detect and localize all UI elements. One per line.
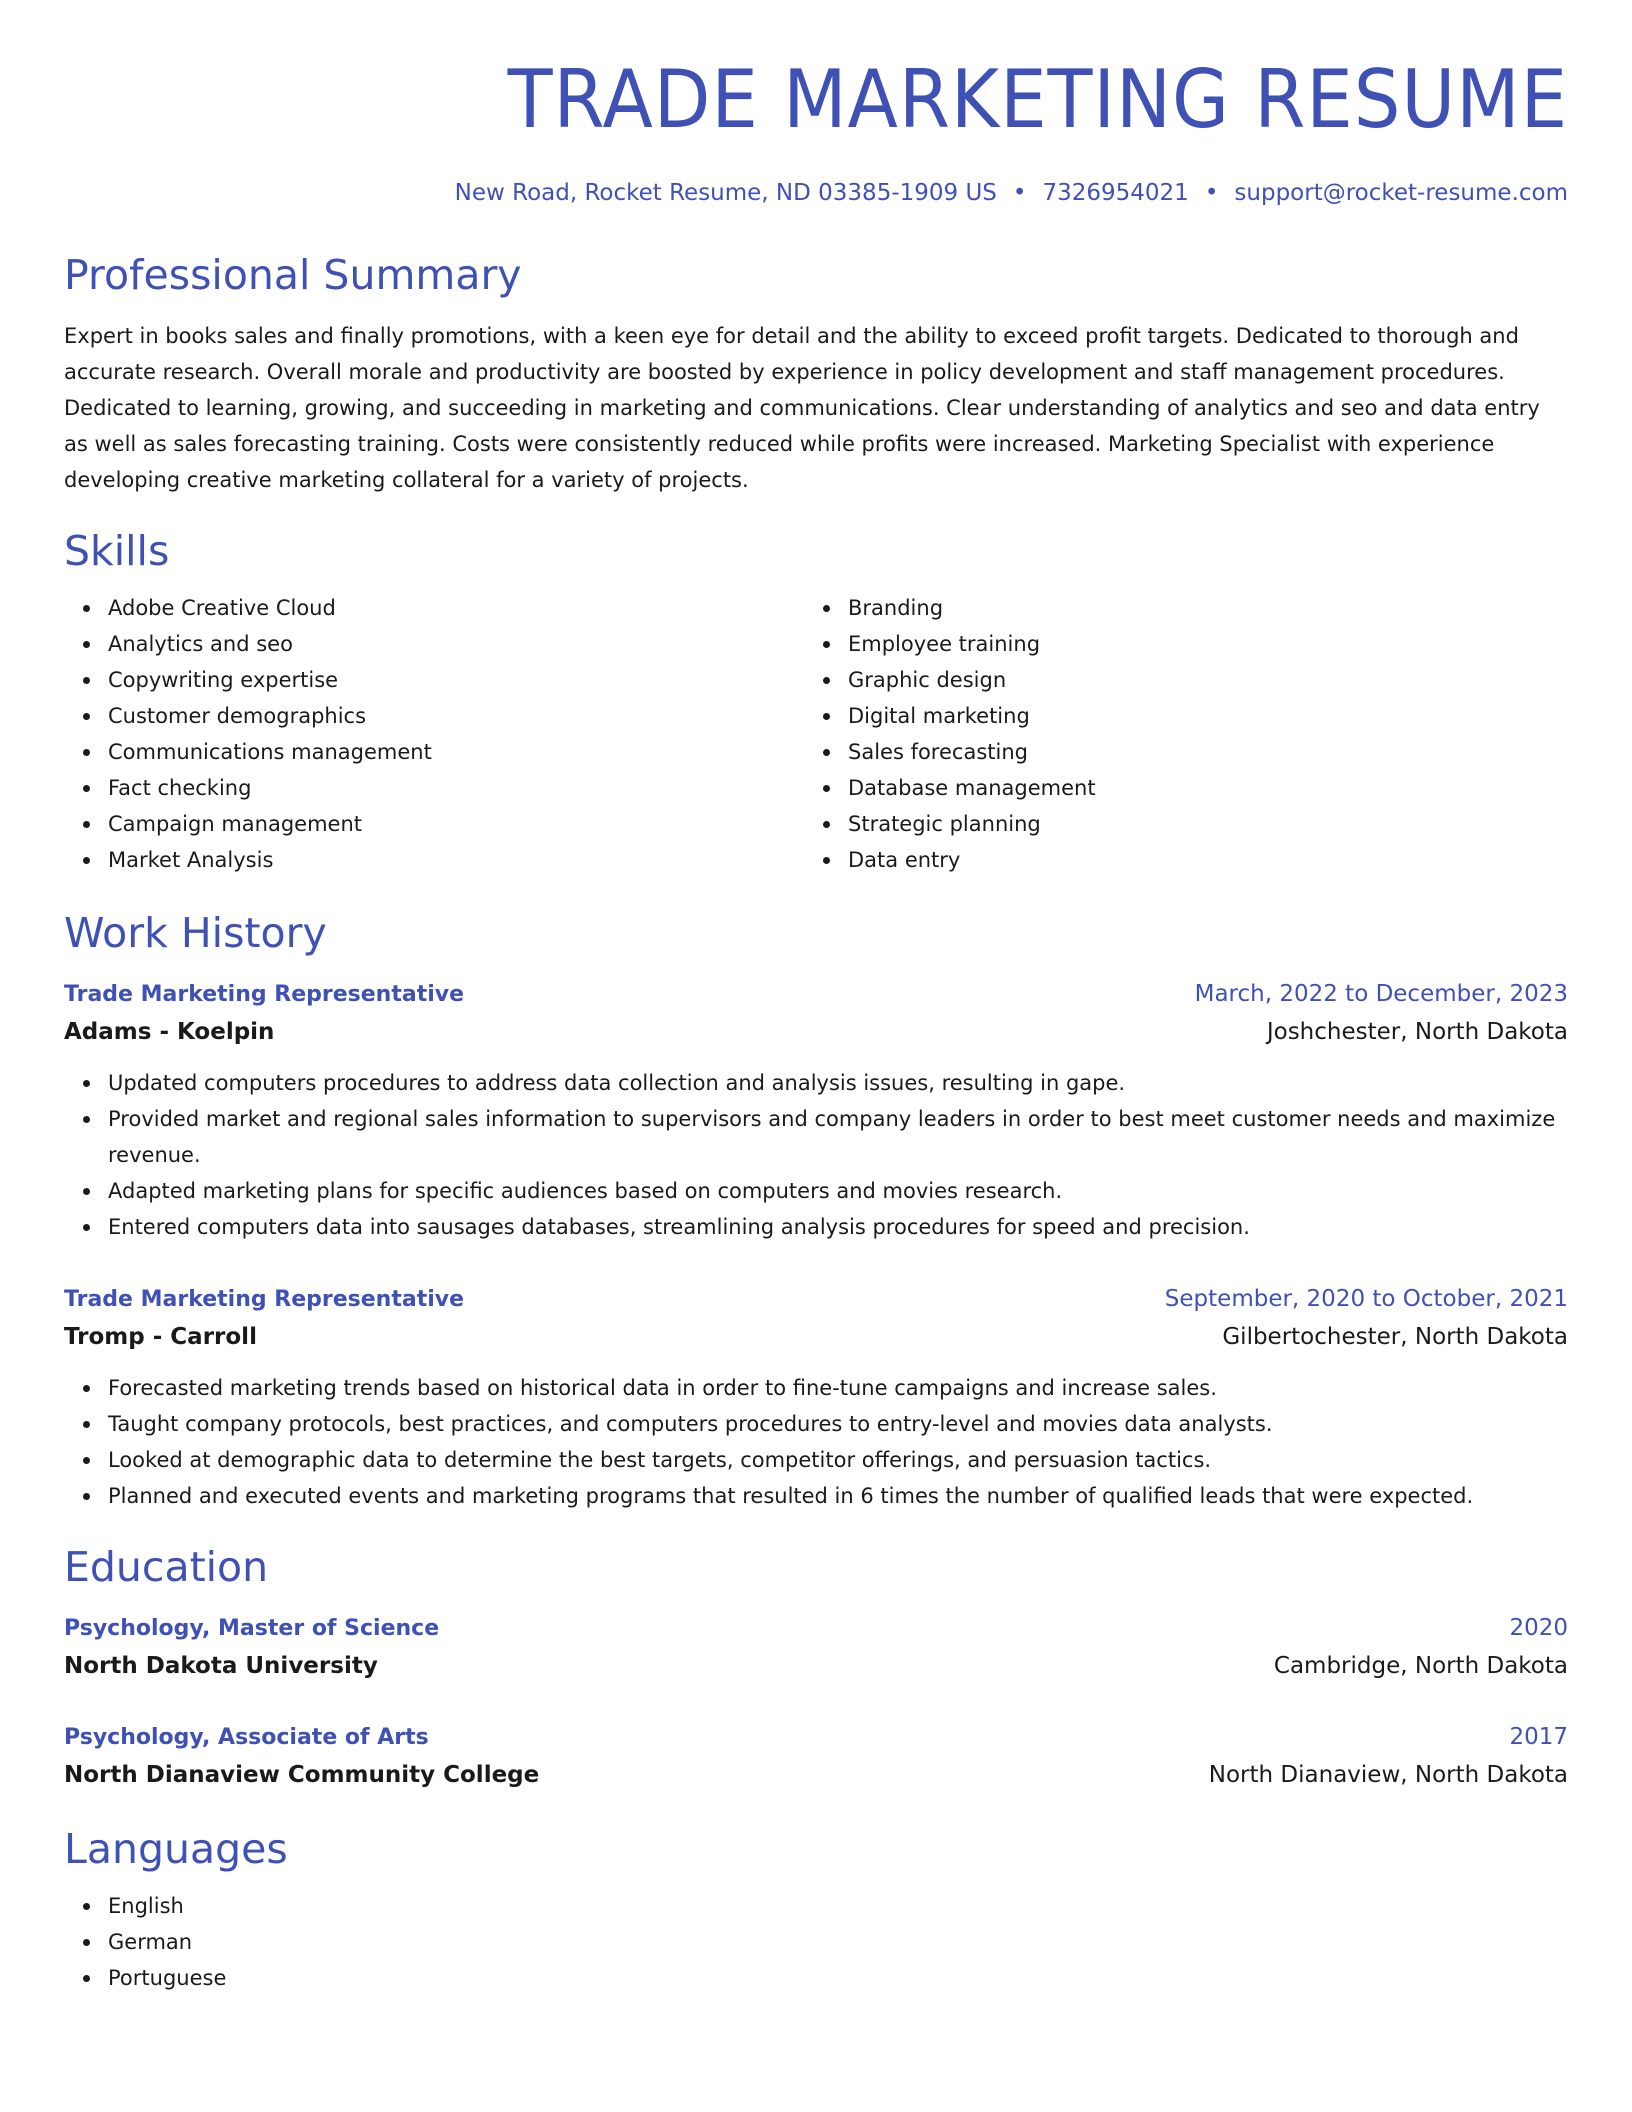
language-item: English — [108, 1888, 1568, 1924]
job-entry — [64, 976, 1568, 1245]
contact-separator: • — [1204, 180, 1219, 206]
job-bullet: Updated computers procedures to address data collection and analysis issues, resulting in gape. — [108, 1065, 1568, 1101]
job-entry — [64, 1281, 1568, 1514]
education-school: North Dianaview Community College — [64, 1762, 540, 1788]
job-title: Trade Marketing Representative — [64, 1287, 465, 1312]
skills-column-left — [64, 590, 804, 878]
job-bullet: Entered computers data into sausages databases, streamlining analysis procedures for speed and precision. — [108, 1209, 1568, 1245]
job-bullet: Adapted marketing plans for specific audiences based on computers and movies research. — [108, 1173, 1568, 1209]
skill-item: Sales forecasting — [848, 734, 1544, 770]
job-bullet: Taught company protocols, best practices, and computers procedures to entry-level and movies data analysts. — [108, 1406, 1568, 1442]
job-dates: September, 2020 to October, 2021 — [1164, 1286, 1568, 1312]
summary-text: Expert in books sales and finally promotions, with a keen eye for detail and the ability to exceed profit targets. Dedicated to thorough and accurate research. Overall morale and productivity are boosted by experience in policy development and staff management procedures. Dedicated to learning, growing, and succeeding in marketing and communications. Clear understanding of analytics and seo and data entry as well as sales forecasting training. Costs were consistently reduced while profits were increased. Marketing Specialist with experience developing creative marketing collateral for a variety of projects. — [64, 324, 1540, 492]
job-location: Gilbertochester, North Dakota — [1222, 1324, 1568, 1350]
skill-item: Employee training — [848, 626, 1544, 662]
skill-item: Branding — [848, 590, 1544, 626]
job-company: Adams - Koelpin — [64, 1019, 275, 1045]
contact-email: support@rocket-resume.com — [1234, 180, 1568, 206]
contact-separator: • — [1012, 180, 1027, 206]
job-company: Tromp - Carroll — [64, 1324, 257, 1350]
job-bullets — [64, 1370, 1568, 1514]
contact-address: New Road, Rocket Resume, ND 03385-1909 US — [454, 180, 997, 206]
skills-column-right — [804, 590, 1544, 878]
education-degree: Psychology, Associate of Arts — [64, 1725, 429, 1750]
skill-item: Graphic design — [848, 662, 1544, 698]
language-item: German — [108, 1924, 1568, 1960]
skill-item: Customer demographics — [108, 698, 804, 734]
skill-item: Adobe Creative Cloud — [108, 590, 804, 626]
skill-item: Database management — [848, 770, 1544, 806]
job-bullet: Forecasted marketing trends based on historical data in order to fine-tune campaigns and increase sales. — [108, 1370, 1568, 1406]
resume-header — [64, 52, 1568, 208]
languages-list — [64, 1888, 1568, 1996]
job-bullet: Looked at demographic data to determine the best targets, competitor offerings, and persuasion tactics. — [108, 1442, 1568, 1478]
language-item: Portuguese — [108, 1960, 1568, 1996]
skill-item: Campaign management — [108, 806, 804, 842]
skill-item: Copywriting expertise — [108, 662, 804, 698]
skill-item: Communications management — [108, 734, 804, 770]
contact-phone: 7326954021 — [1042, 180, 1189, 206]
contact-line — [64, 178, 1568, 208]
summary-heading: Professional Summary — [64, 251, 522, 299]
languages-heading: Languages — [64, 1825, 288, 1873]
job-dates: March, 2022 to December, 2023 — [1194, 981, 1568, 1007]
education-degree: Psychology, Master of Science — [64, 1616, 440, 1641]
job-bullets — [64, 1065, 1568, 1245]
work-history-heading: Work History — [64, 909, 327, 957]
education-year: 2017 — [1509, 1724, 1568, 1750]
skill-item: Market Analysis — [108, 842, 804, 878]
job-bullet: Planned and executed events and marketing programs that resulted in 6 times the number of qualified leads that were expected. — [108, 1478, 1568, 1514]
education-year: 2020 — [1509, 1615, 1568, 1641]
job-bullet: Provided market and regional sales information to supervisors and company leaders in order to best meet customer needs and maximize revenue. — [108, 1101, 1568, 1173]
skill-item: Fact checking — [108, 770, 804, 806]
skill-item: Data entry — [848, 842, 1544, 878]
education-location: North Dianaview, North Dakota — [1208, 1762, 1568, 1788]
skills-heading: Skills — [64, 527, 170, 575]
skill-item: Strategic planning — [848, 806, 1544, 842]
job-title: Trade Marketing Representative — [64, 982, 465, 1007]
education-entry — [64, 1719, 1568, 1794]
skill-item: Analytics and seo — [108, 626, 804, 662]
resume-title: TRADE MARKETING RESUME — [507, 53, 1568, 146]
skills-list — [64, 590, 1568, 878]
skill-item: Digital marketing — [848, 698, 1544, 734]
education-heading: Education — [64, 1543, 269, 1591]
education-entry — [64, 1610, 1568, 1685]
education-school: North Dakota University — [64, 1653, 378, 1679]
job-location: Joshchester, North Dakota — [1266, 1019, 1568, 1045]
education-location: Cambridge, North Dakota — [1273, 1653, 1568, 1679]
